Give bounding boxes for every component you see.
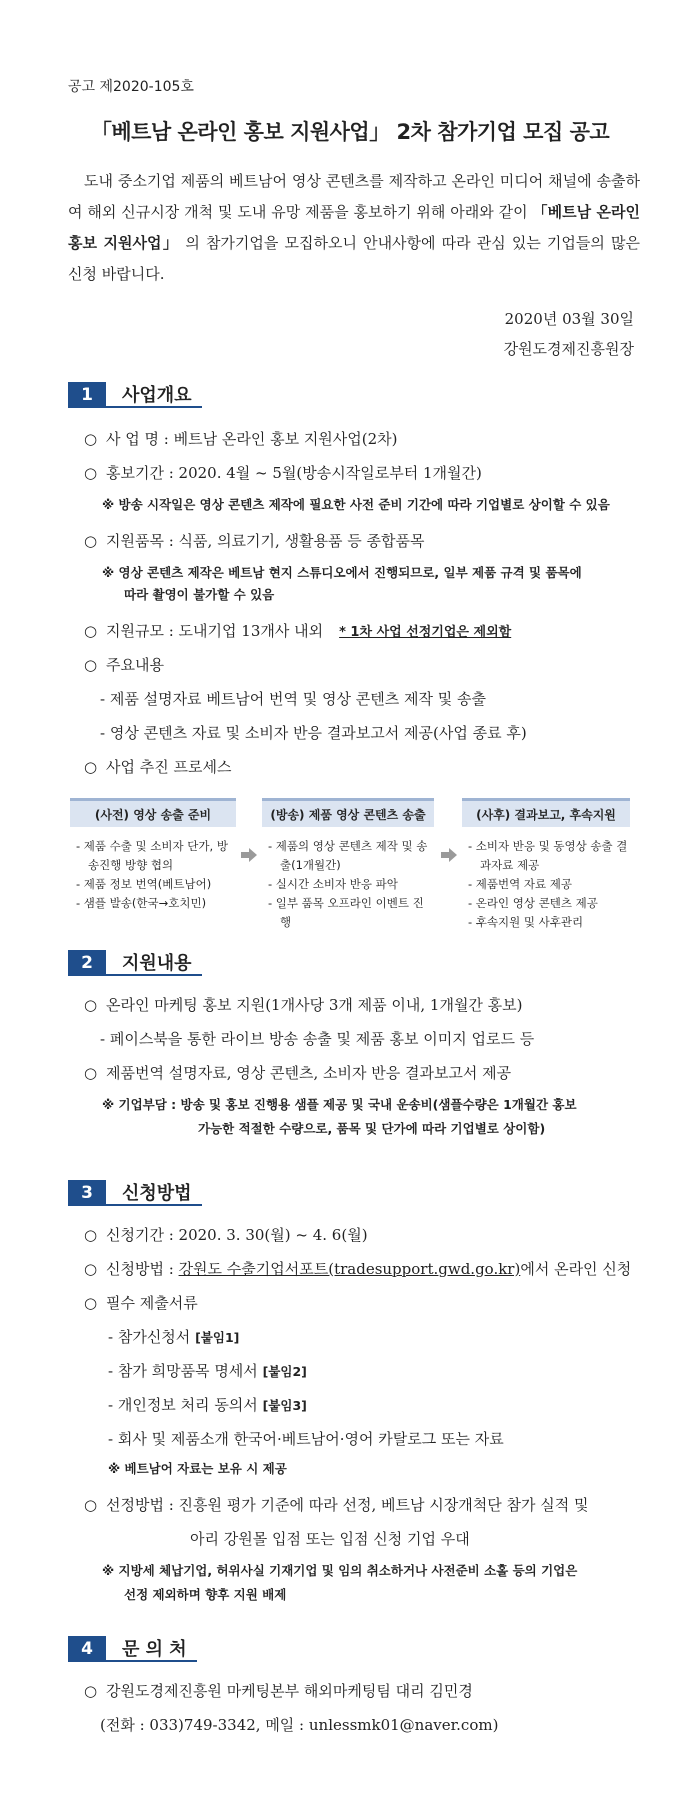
process-step-item: - 제품 정보 번역(베트남어) <box>76 877 212 891</box>
notice-date: 2020년 03월 30일 <box>504 310 634 328</box>
list-subitem: 아리 강원몰 입점 또는 입점 신청 기업 우대 <box>190 1530 470 1548</box>
list-subitem: - 페이스북을 통한 라이브 방송 송출 및 제품 홍보 이미지 업로드 등 <box>100 1030 535 1048</box>
process-step-item: - 샘플 발송(한국→호치민) <box>76 896 207 910</box>
process-step-item: - 일부 품목 오프라인 이벤트 진행 <box>268 896 424 929</box>
section-2-header <box>68 950 202 976</box>
process-step-pre <box>70 798 236 913</box>
list-item: ○ 주요내용 <box>84 656 164 674</box>
list-item: ○ 지원품목 : 식품, 의료기기, 생활용품 등 종합품목 <box>84 532 425 550</box>
process-step-item: - 제품의 영상 콘텐츠 제작 및 송출(1개월간) <box>268 839 428 872</box>
note: 따라 촬영이 불가할 수 있음 <box>124 587 275 602</box>
process-step-item: - 소비자 반응 및 동영상 송출 결과자료 제공 <box>468 839 628 872</box>
list-item: ○ 선정방법 : 진흥원 평가 기준에 따라 선정, 베트남 시장개척단 참가 실적 및 <box>84 1496 589 1514</box>
list-item: ○ 신청기간 : 2020. 3. 30(월) ~ 4. 6(월) <box>84 1226 368 1244</box>
process-step-item: - 제품 수출 및 소비자 단가, 방송진행 방향 협의 <box>76 839 228 872</box>
section-number: 2 <box>68 950 106 976</box>
list-item: ○ 강원도경제진흥원 마케팅본부 해외마케팅팀 대리 김민경 <box>84 1682 473 1700</box>
section-number: 1 <box>68 382 106 408</box>
list-subitem: - 참가신청서 [붙임1] <box>108 1328 240 1346</box>
note: ※ 지방세 체납기업, 허위사실 기재기업 및 임의 취소하거나 사전준비 소홀 등의 기업은 <box>102 1563 578 1578</box>
list-subitem: - 참가 희망품목 명세서 [붙임2] <box>108 1362 307 1380</box>
list-subitem: - 회사 및 제품소개 한국어·베트남어·영어 카탈로그 또는 자료 <box>108 1430 504 1448</box>
list-item: ○ 사업 추진 프로세스 <box>84 758 232 776</box>
list-item: ○ 사 업 명 : 베트남 온라인 홍보 지원사업(2차) <box>84 430 398 448</box>
note: ※ 방송 시작일은 영상 콘텐츠 제작에 필요한 사전 준비 기간에 따라 기업별로 상이할 수 있음 <box>102 497 610 512</box>
arrow-right-icon <box>240 846 258 864</box>
intro-paragraph: 도내 중소기업 제품의 베트남어 영상 콘텐츠를 제작하고 온라인 미디어 채널에 송출하여 해외 신규시장 개척 및 도내 유망 제품을 홍보하기 위해 아래와 같이 「베트남 온라인 홍보 지원사업」 의 참가기업을 모집하오니 안내사항에 따라 관심 있는 기업들의 많은 신청 바랍니다. <box>68 172 640 283</box>
list-item: ○ 지원규모 : 도내기업 13개사 내외 * 1차 사업 선정기업은 제외함 <box>84 622 512 640</box>
scale-note: * 1차 사업 선정기업은 제외함 <box>339 625 512 640</box>
section-title: 문 의 처 <box>106 1636 197 1662</box>
process-step-item: - 후속지원 및 사후관리 <box>468 915 584 929</box>
note: 선정 제외하며 향후 지원 배제 <box>124 1587 287 1602</box>
list-item: ○ 필수 제출서류 <box>84 1294 198 1312</box>
section-title: 사업개요 <box>106 382 202 408</box>
page-title: 「베트남 온라인 홍보 지원사업」 2차 참가기업 모집 공고 <box>90 120 610 144</box>
process-step-item: - 실시간 소비자 반응 파악 <box>268 877 398 891</box>
process-step-title: (사전) 영상 송출 준비 <box>70 801 236 827</box>
contact-details: (전화 : 033)749-3342, 메일 : unlessmk01@naver.com) <box>100 1716 499 1734</box>
process-step-live <box>262 798 434 932</box>
list-subitem: - 개인정보 처리 동의서 [붙임3] <box>108 1396 307 1414</box>
note: ※ 영상 콘텐츠 제작은 베트남 현지 스튜디오에서 진행되므로, 일부 제품 규격 및 품목에 <box>102 565 582 580</box>
section-1-header <box>68 382 202 408</box>
list-item: ○ 온라인 마케팅 홍보 지원(1개사당 3개 제품 이내, 1개월간 홍보) <box>84 996 523 1014</box>
list-item: ○ 제품번역 설명자료, 영상 콘텐츠, 소비자 반응 결과보고서 제공 <box>84 1064 512 1082</box>
section-number: 4 <box>68 1636 106 1662</box>
section-number: 3 <box>68 1180 106 1206</box>
note: ※ 베트남어 자료는 보유 시 제공 <box>108 1461 287 1476</box>
apply-site-link[interactable]: 강원도 수출기업서포트(tradesupport.gwd.go.kr) <box>178 1260 521 1278</box>
arrow-right-icon <box>440 846 458 864</box>
process-step-title: (방송) 제품 영상 콘텐츠 송출 <box>262 801 434 827</box>
list-item: ○ 홍보기간 : 2020. 4월 ~ 5월(방송시작일로부터 1개월간) <box>84 464 482 482</box>
list-item: ○ 신청방법 : 강원도 수출기업서포트(tradesupport.gwd.go.kr)에서 온라인 신청 <box>84 1260 632 1278</box>
note: 가능한 적절한 수량으로, 품목 및 단가에 따라 기업별로 상이함) <box>198 1121 546 1136</box>
process-step-post <box>462 798 630 932</box>
process-step-item: - 온라인 영상 콘텐츠 제공 <box>468 896 598 910</box>
section-3-header <box>68 1180 202 1206</box>
process-step-title: (사후) 결과보고, 후속지원 <box>462 801 630 827</box>
section-title: 지원내용 <box>106 950 202 976</box>
section-4-header <box>68 1636 197 1662</box>
issuer: 강원도경제진흥원장 <box>503 340 634 358</box>
list-subitem: - 영상 콘텐츠 자료 및 소비자 반응 결과보고서 제공(사업 종료 후) <box>100 724 527 742</box>
process-step-item: - 제품번역 자료 제공 <box>468 877 572 891</box>
list-subitem: - 제품 설명자료 베트남어 번역 및 영상 콘텐츠 제작 및 송출 <box>100 690 487 708</box>
document-number: 공고 제2020-105호 <box>68 79 194 95</box>
note: ※ 기업부담 : 방송 및 홍보 진행용 샘플 제공 및 국내 운송비(샘플수량은 1개월간 홍보 <box>102 1097 577 1112</box>
section-title: 신청방법 <box>106 1180 202 1206</box>
